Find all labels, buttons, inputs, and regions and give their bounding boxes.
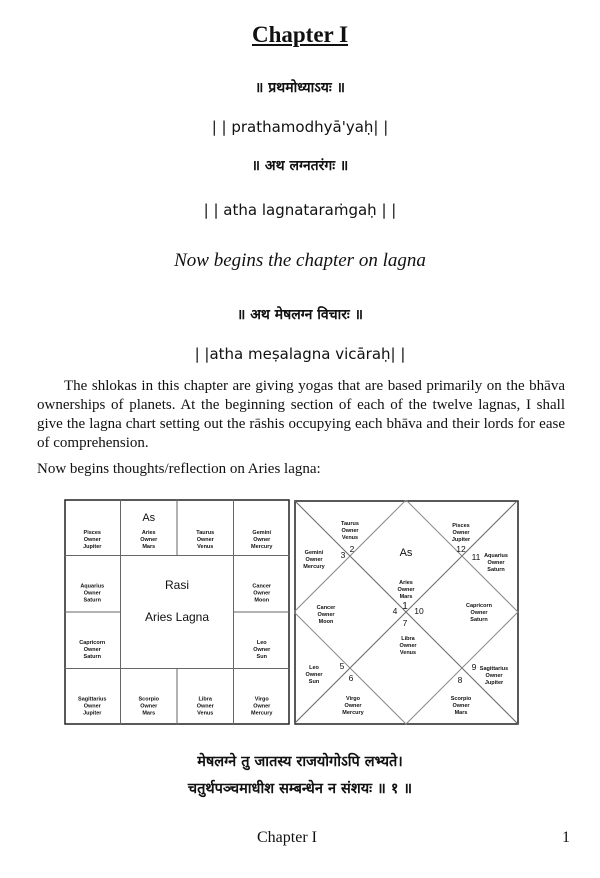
sign-label: Aries xyxy=(399,580,413,586)
owner-label: Owner xyxy=(140,703,158,710)
lord-label: Moon xyxy=(254,597,270,604)
lord-label: Jupiter xyxy=(83,710,102,717)
owner-label: Owner xyxy=(470,610,488,616)
owner-label: Owner xyxy=(452,703,470,709)
owner-label: Owner xyxy=(305,672,323,678)
lord-label: Mars xyxy=(399,594,413,600)
house-number: 11 xyxy=(471,552,481,562)
lord-label: Mercury xyxy=(342,710,364,716)
lord-label: Sun xyxy=(256,654,267,660)
lord-label: Venus xyxy=(399,650,417,656)
lord-label: Mars xyxy=(142,710,156,717)
sign-label: Scorpio xyxy=(450,696,472,702)
sign-label: Leo xyxy=(256,640,267,646)
section-heading-transliteration: | | atha lagnataraṁgaḥ | | xyxy=(203,201,397,219)
lord-label: Venus xyxy=(197,544,214,550)
owner-label: Owner xyxy=(452,530,470,536)
chart-center-title: Rasi xyxy=(164,578,190,592)
lord-label: Saturn xyxy=(83,654,101,660)
sign-label: Capricorn xyxy=(79,640,106,646)
owner-label: Owner xyxy=(83,590,101,597)
house-number: 7 xyxy=(402,618,408,628)
sign-label: Virgo xyxy=(346,696,360,702)
lord-label: Saturn xyxy=(83,597,101,604)
sign-label: Libra xyxy=(198,696,212,703)
lord-label: Saturn xyxy=(487,567,505,573)
owner-label: Owner xyxy=(487,560,505,566)
page-number: 1 xyxy=(562,829,570,846)
sign-label: Gemini xyxy=(252,530,272,536)
sign-label: Cancer xyxy=(252,583,272,590)
lord-label: Jupiter xyxy=(484,680,504,686)
verse-line-1: मेषलग्ने तु जातस्य राजयोगोऽपि लभ्यते। xyxy=(197,754,403,770)
english-heading: Now begins the chapter on lagna xyxy=(174,250,426,271)
chapter-heading-devanagari: ॥ प्रथमोध्याऽयः ॥ xyxy=(255,80,345,96)
sign-label: Virgo xyxy=(254,696,269,703)
lord-label: Jupiter xyxy=(83,544,102,550)
owner-label: Owner xyxy=(485,673,503,679)
owner-label: Owner xyxy=(399,643,417,649)
house-number: 10 xyxy=(414,606,424,616)
owner-label: Owner xyxy=(305,557,323,563)
sign-label: Aquarius xyxy=(80,583,105,590)
owner-label: Owner xyxy=(317,612,335,618)
sign-label: Gemini xyxy=(304,550,324,556)
house-number: 2 xyxy=(349,544,355,554)
house-number: 12 xyxy=(456,544,466,554)
owner-label: Owner xyxy=(140,537,158,543)
owner-label: Owner xyxy=(397,587,415,593)
owner-label: Owner xyxy=(196,703,214,710)
house-number: 4 xyxy=(392,606,398,616)
lord-label: Mercury xyxy=(303,564,325,570)
intro-paragraph: The shlokas in this chapter are giving yogas that are based primarily on the bhāva ownerships of planets. At the beginning section of each of the twelve lagnas, I shall give the lagna chart setting out the rāshis occupying each bhāva and their lords for ease of comprehension. xyxy=(37,378,565,451)
lord-label: Mars xyxy=(454,710,468,716)
house-number: 5 xyxy=(339,661,345,671)
ascendant-label: As xyxy=(142,512,156,524)
subsection-heading-devanagari: ॥ अथ मेषलग्न विचारः ॥ xyxy=(236,307,364,323)
owner-label: Owner xyxy=(83,703,101,710)
sign-label: Taurus xyxy=(341,521,359,527)
lord-label: Moon xyxy=(318,619,334,625)
sign-label: Scorpio xyxy=(138,696,159,703)
sign-label: Aries xyxy=(141,530,156,536)
sign-label: Pisces xyxy=(452,523,470,529)
section-heading-devanagari: ॥ अथ लग्नतरंगः ॥ xyxy=(251,158,349,174)
lord-label: Jupiter xyxy=(451,537,471,543)
house-number: 9 xyxy=(471,662,477,672)
owner-label: Owner xyxy=(253,647,271,653)
verse-line-2: चतुर्थपञ्चमाधीश सम्बन्धेन न संशयः ॥ १ ॥ xyxy=(187,781,413,797)
chart-center-subtitle: Aries Lagna xyxy=(144,610,210,624)
owner-label: Owner xyxy=(253,703,271,710)
subsection-heading-transliteration: | |atha meṣalagna vicāraḥ| | xyxy=(194,345,406,363)
sign-label: Aquarius xyxy=(484,553,508,559)
footer-chapter: Chapter I xyxy=(257,829,317,846)
lord-label: Saturn xyxy=(470,617,488,623)
lagna-chart-north-indian xyxy=(294,500,519,725)
lord-label: Venus xyxy=(197,710,214,717)
house-number: 6 xyxy=(348,673,354,683)
owner-label: Owner xyxy=(196,537,214,543)
chapter-title: Chapter I xyxy=(251,22,349,47)
lord-label: Mercury xyxy=(251,710,273,717)
lord-label: Mars xyxy=(142,544,156,550)
sign-label: Pisces xyxy=(83,530,101,536)
lord-label: Sun xyxy=(308,679,320,685)
sign-label: Capricorn xyxy=(466,603,492,609)
lord-label: Venus xyxy=(341,535,359,541)
house-number: 8 xyxy=(457,675,463,685)
owner-label: Owner xyxy=(341,528,359,534)
sign-label: Sagittarius xyxy=(78,696,107,703)
house-number: 3 xyxy=(340,550,346,560)
sign-label: Leo xyxy=(309,665,319,671)
sign-label: Sagittarius xyxy=(479,666,509,672)
owner-label: Owner xyxy=(83,537,101,543)
owner-label: Owner xyxy=(344,703,362,709)
owner-label: Owner xyxy=(253,537,271,543)
rasi-chart-south-indian xyxy=(64,499,290,725)
chapter-heading-transliteration: | | prathamodhyā'yaḥ| | xyxy=(211,118,389,136)
sign-label: Libra xyxy=(401,636,415,642)
lord-label: Mercury xyxy=(251,544,273,550)
house-number: 1 xyxy=(402,601,408,612)
sign-label: Cancer xyxy=(316,605,336,611)
lead-in-text: Now begins thoughts/reflection on Aries lagna: xyxy=(37,461,321,477)
owner-label: Owner xyxy=(83,647,101,653)
ascendant-label: As xyxy=(399,547,413,559)
sign-label: Taurus xyxy=(196,530,215,536)
owner-label: Owner xyxy=(253,590,271,597)
